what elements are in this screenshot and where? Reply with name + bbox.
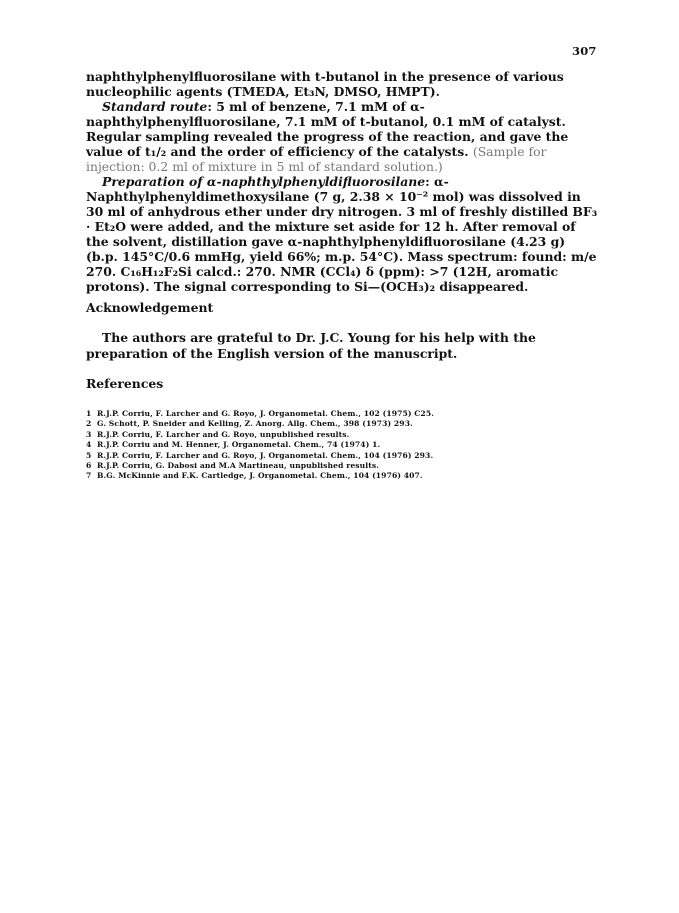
sample-note: (Sample for injection: 0.2 ml of mixture in 5 ml of standard solution.) — [86, 144, 547, 174]
reference-item — [86, 419, 526, 429]
preparation-text: : α-Naphthylphenyldimethoxysilane (7 g, 2.38 × 10⁻² mol) was dissolved in 30 ml of anhydrous ether under dry nitrogen. 3 ml of freshly distilled BF₃ · Et₂O were added, and the mixture set aside for 12 h. After removal of the solvent, distillation gave α-naphthylphenyldifluorosilane (4.23 g) (b.p. 145°C/0.6 mmHg, yield 66%; m.p. 54°C). Mass spectrum: found: m/e 270. C₁₆H₁₂F₂Si calcd.: 270. NMR (CCl₄) δ (ppm): >7 (12H, aromatic protons). The signal corresponding to Si—(OCH₃)₂ disappeared. — [86, 174, 598, 294]
standard-route-label: Standard route — [102, 99, 208, 114]
reference-text: G. Schott, P. Sneider and Kelling, Z. Anorg. Allg. Chem., 398 (1973) 293. — [97, 419, 413, 429]
reference-number: 2 — [86, 419, 92, 429]
page-number: 307 — [572, 44, 597, 58]
reference-text: R.J.P. Corriu, F. Larcher and G. Royo, unpublished results. — [97, 429, 350, 439]
reference-number: 4 — [86, 440, 92, 450]
reference-list — [86, 409, 526, 482]
reference-number: 1 — [86, 409, 92, 418]
reference-number: 6 — [86, 461, 92, 471]
reference-number: 5 — [86, 450, 92, 460]
experimental-text — [86, 69, 598, 294]
acknowledgement-text: The authors are grateful to Dr. J.C. Young for his help with the preparation of the English version of the manuscript. — [86, 330, 536, 361]
acknowledgement-heading: Acknowledgement — [86, 300, 214, 315]
standard-route-text: : 5 ml of benzene, 7.1 mM of α-naphthylphenylfluorosilane, 7.1 mM of t-butanol, 0.1 mM of catalyst. Regular sampling revealed the progress of the reaction, and gave the value of t₁/₂ and the order of efficiency of the catalysts. — [86, 99, 569, 159]
reference-item — [86, 430, 526, 440]
reference-text: R.J.P. Corriu, F. Larcher and G. Royo, J. Organometal. Chem., 104 (1976) 293. — [97, 450, 434, 460]
reference-item — [86, 451, 526, 461]
reference-text: R.J.P. Corriu and M. Henner, J. Organometal. Chem., 74 (1974) 1. — [97, 440, 381, 450]
reference-text: R.J.P. Corriu, G. Dabosi and M.A Martineau, unpublished results. — [97, 461, 379, 471]
preparation-paragraph — [86, 174, 598, 294]
reference-item — [86, 471, 526, 481]
references-heading: References — [86, 376, 164, 391]
reference-item — [86, 461, 526, 471]
preparation-label: Preparation of α-naphthylphenyldifluorosilane — [102, 174, 426, 189]
reference-number: 7 — [86, 471, 92, 481]
reference-text: R.J.P. Corriu, F. Larcher and G. Royo, J. Organometal. Chem., 102 (1975) C25. — [97, 409, 434, 418]
reference-text: B.G. McKinnie and F.K. Cartledge, J. Organometal. Chem., 104 (1976) 407. — [97, 471, 423, 481]
reference-item — [86, 440, 526, 450]
continuation-paragraph: naphthylphenylfluorosilane with t-butanol in the presence of various nucleophilic agents (TMEDA, Et₃N, DMSO, HMPT). — [86, 69, 564, 99]
reference-number: 3 — [86, 429, 92, 439]
reference-item — [86, 409, 526, 419]
standard-route-paragraph — [86, 99, 598, 174]
